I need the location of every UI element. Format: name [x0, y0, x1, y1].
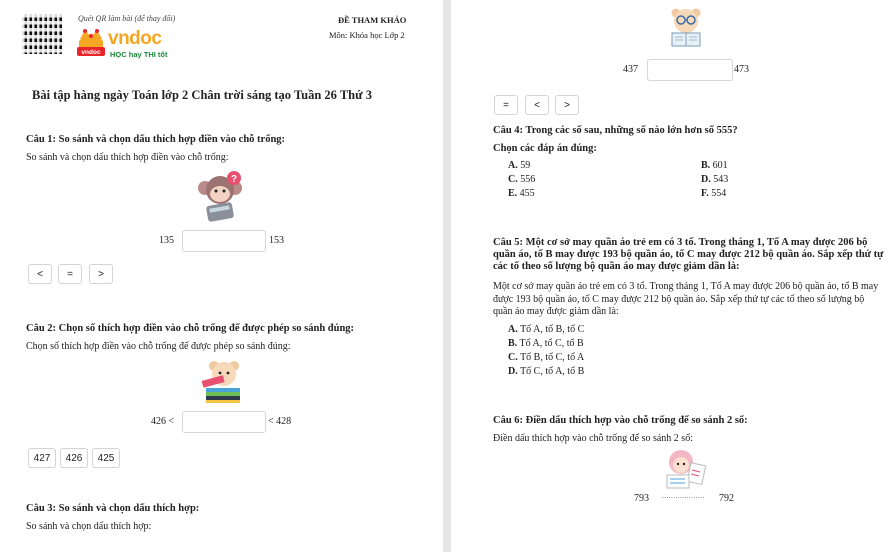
q6-title: Câu 6: Điền dấu thích hợp vào chỗ trống để so sánh 2 số: — [493, 415, 748, 426]
q1-text: So sánh và chọn dấu thích hợp điền vào chỗ trống: — [26, 152, 229, 163]
q4-answer-e[interactable]: E. 455 — [508, 188, 535, 199]
page-left — [0, 0, 443, 552]
q3-left-number: 437 — [623, 64, 638, 75]
q1-option-equal[interactable]: = — [58, 264, 82, 284]
q4-answer-f[interactable]: F. 554 — [701, 188, 727, 199]
q3-text: So sánh và chọn dấu thích hợp: — [26, 521, 152, 532]
q5-title: Câu 5: Một cơ sở may quần áo trẻ em có 3 tổ. Trong tháng 1, Tổ A may được 206 bộ quần áo, tổ B may được 193 bộ quần áo, tổ C may được 212 bộ quần áo. Sắp xếp thứ tự các tổ theo số lượng bộ quần áo may được giảm dần là: — [493, 237, 884, 272]
page-title: Bài tập hàng ngày Toán lớp 2 Chân trời sáng tạo Tuần 26 Thứ 3 — [32, 88, 372, 102]
q2-text: Chọn số thích hợp điền vào chỗ trống để được phép so sánh đúng: — [26, 341, 291, 352]
q6-text: Điền dấu thích hợp vào chỗ trống để so sánh 2 số: — [493, 433, 693, 444]
page-right — [451, 0, 893, 552]
q3-right-number: 473 — [734, 64, 749, 75]
q4-prompt: Chọn các đáp án đúng: — [493, 143, 597, 154]
q5-answer-c[interactable]: C. Tổ B, tổ C, tổ A — [508, 352, 585, 363]
q5-answer-d[interactable]: D. Tổ C, tổ A, tổ B — [508, 366, 585, 377]
q2-title: Câu 2: Chọn số thích hợp điền vào chỗ trống để được phép so sánh đúng: — [26, 323, 355, 334]
logo-text: vndoc — [108, 28, 162, 49]
subject-label: Môn: Khóa học Lớp 2 — [329, 30, 405, 40]
logo-badge-text: vndoc — [81, 49, 101, 56]
q1-option-greater[interactable]: > — [89, 264, 113, 284]
q4-answer-c[interactable]: C. 556 — [508, 174, 536, 185]
q6-answer-blank[interactable]: ................... — [662, 492, 705, 500]
q4-answer-a[interactable]: A. 59 — [508, 160, 531, 171]
bear-books-icon — [200, 358, 246, 404]
q3-answer-blank[interactable] — [647, 59, 733, 81]
q1-right-number: 153 — [269, 235, 284, 246]
q1-answer-blank[interactable] — [182, 230, 266, 252]
q4-title: Câu 4: Trong các số sau, những số nào lớn hơn số 555? — [493, 125, 738, 136]
svg-text:?: ? — [230, 174, 238, 185]
logo-slogan: HỌC hay THI tốt — [110, 50, 168, 59]
q2-option-427[interactable]: 427 — [28, 448, 56, 468]
q3-option-equal[interactable]: = — [494, 95, 518, 115]
q5-answer-a[interactable]: A. Tổ A, tổ B, tổ C — [508, 324, 585, 335]
q4-answer-d[interactable]: D. 543 — [701, 174, 729, 185]
q2-answer-blank[interactable] — [182, 411, 266, 433]
q3-title: Câu 3: So sánh và chọn dấu thích hợp: — [26, 503, 200, 514]
q1-left-number: 135 — [159, 235, 174, 246]
bear-glasses-reading-icon — [668, 6, 704, 48]
q6-right-number: 792 — [719, 493, 734, 504]
q6-left-number: 793 — [634, 493, 649, 504]
q5-text: Một cơ sở may quần áo trẻ em có 3 tổ. Trong tháng 1, Tổ A may được 206 bộ quần áo, tổ B may được 193 bộ quần áo, tổ C may được 212 bộ quần áo. Sắp xếp thứ tự các tổ theo số lượng bộ quần áo may được giảm dần là: — [493, 281, 879, 317]
girl-papers-icon — [663, 448, 707, 490]
qr-caption: Quét QR làm bài (để thay đổi) — [78, 14, 176, 23]
q2-left-expression: 426 < — [151, 416, 175, 427]
vndoc-logo-icon — [76, 27, 106, 61]
q3-option-greater[interactable]: > — [555, 95, 579, 115]
q3-option-less[interactable]: < — [525, 95, 549, 115]
q1-option-less[interactable]: < — [28, 264, 52, 284]
monkey-calculator-icon — [196, 170, 244, 222]
q2-right-expression: < 428 — [268, 416, 292, 427]
q2-option-425[interactable]: 425 — [92, 448, 120, 468]
qr-code[interactable] — [22, 14, 62, 54]
q2-option-426[interactable]: 426 — [60, 448, 88, 468]
q5-answer-b[interactable]: B. Tổ A, tổ C, tổ B — [508, 338, 584, 349]
doc-type: ĐỀ THAM KHẢO — [338, 15, 407, 25]
q1-title: Câu 1: So sánh và chọn dấu thích hợp điền vào chỗ trống: — [26, 134, 286, 145]
q4-answer-b[interactable]: B. 601 — [701, 160, 728, 171]
